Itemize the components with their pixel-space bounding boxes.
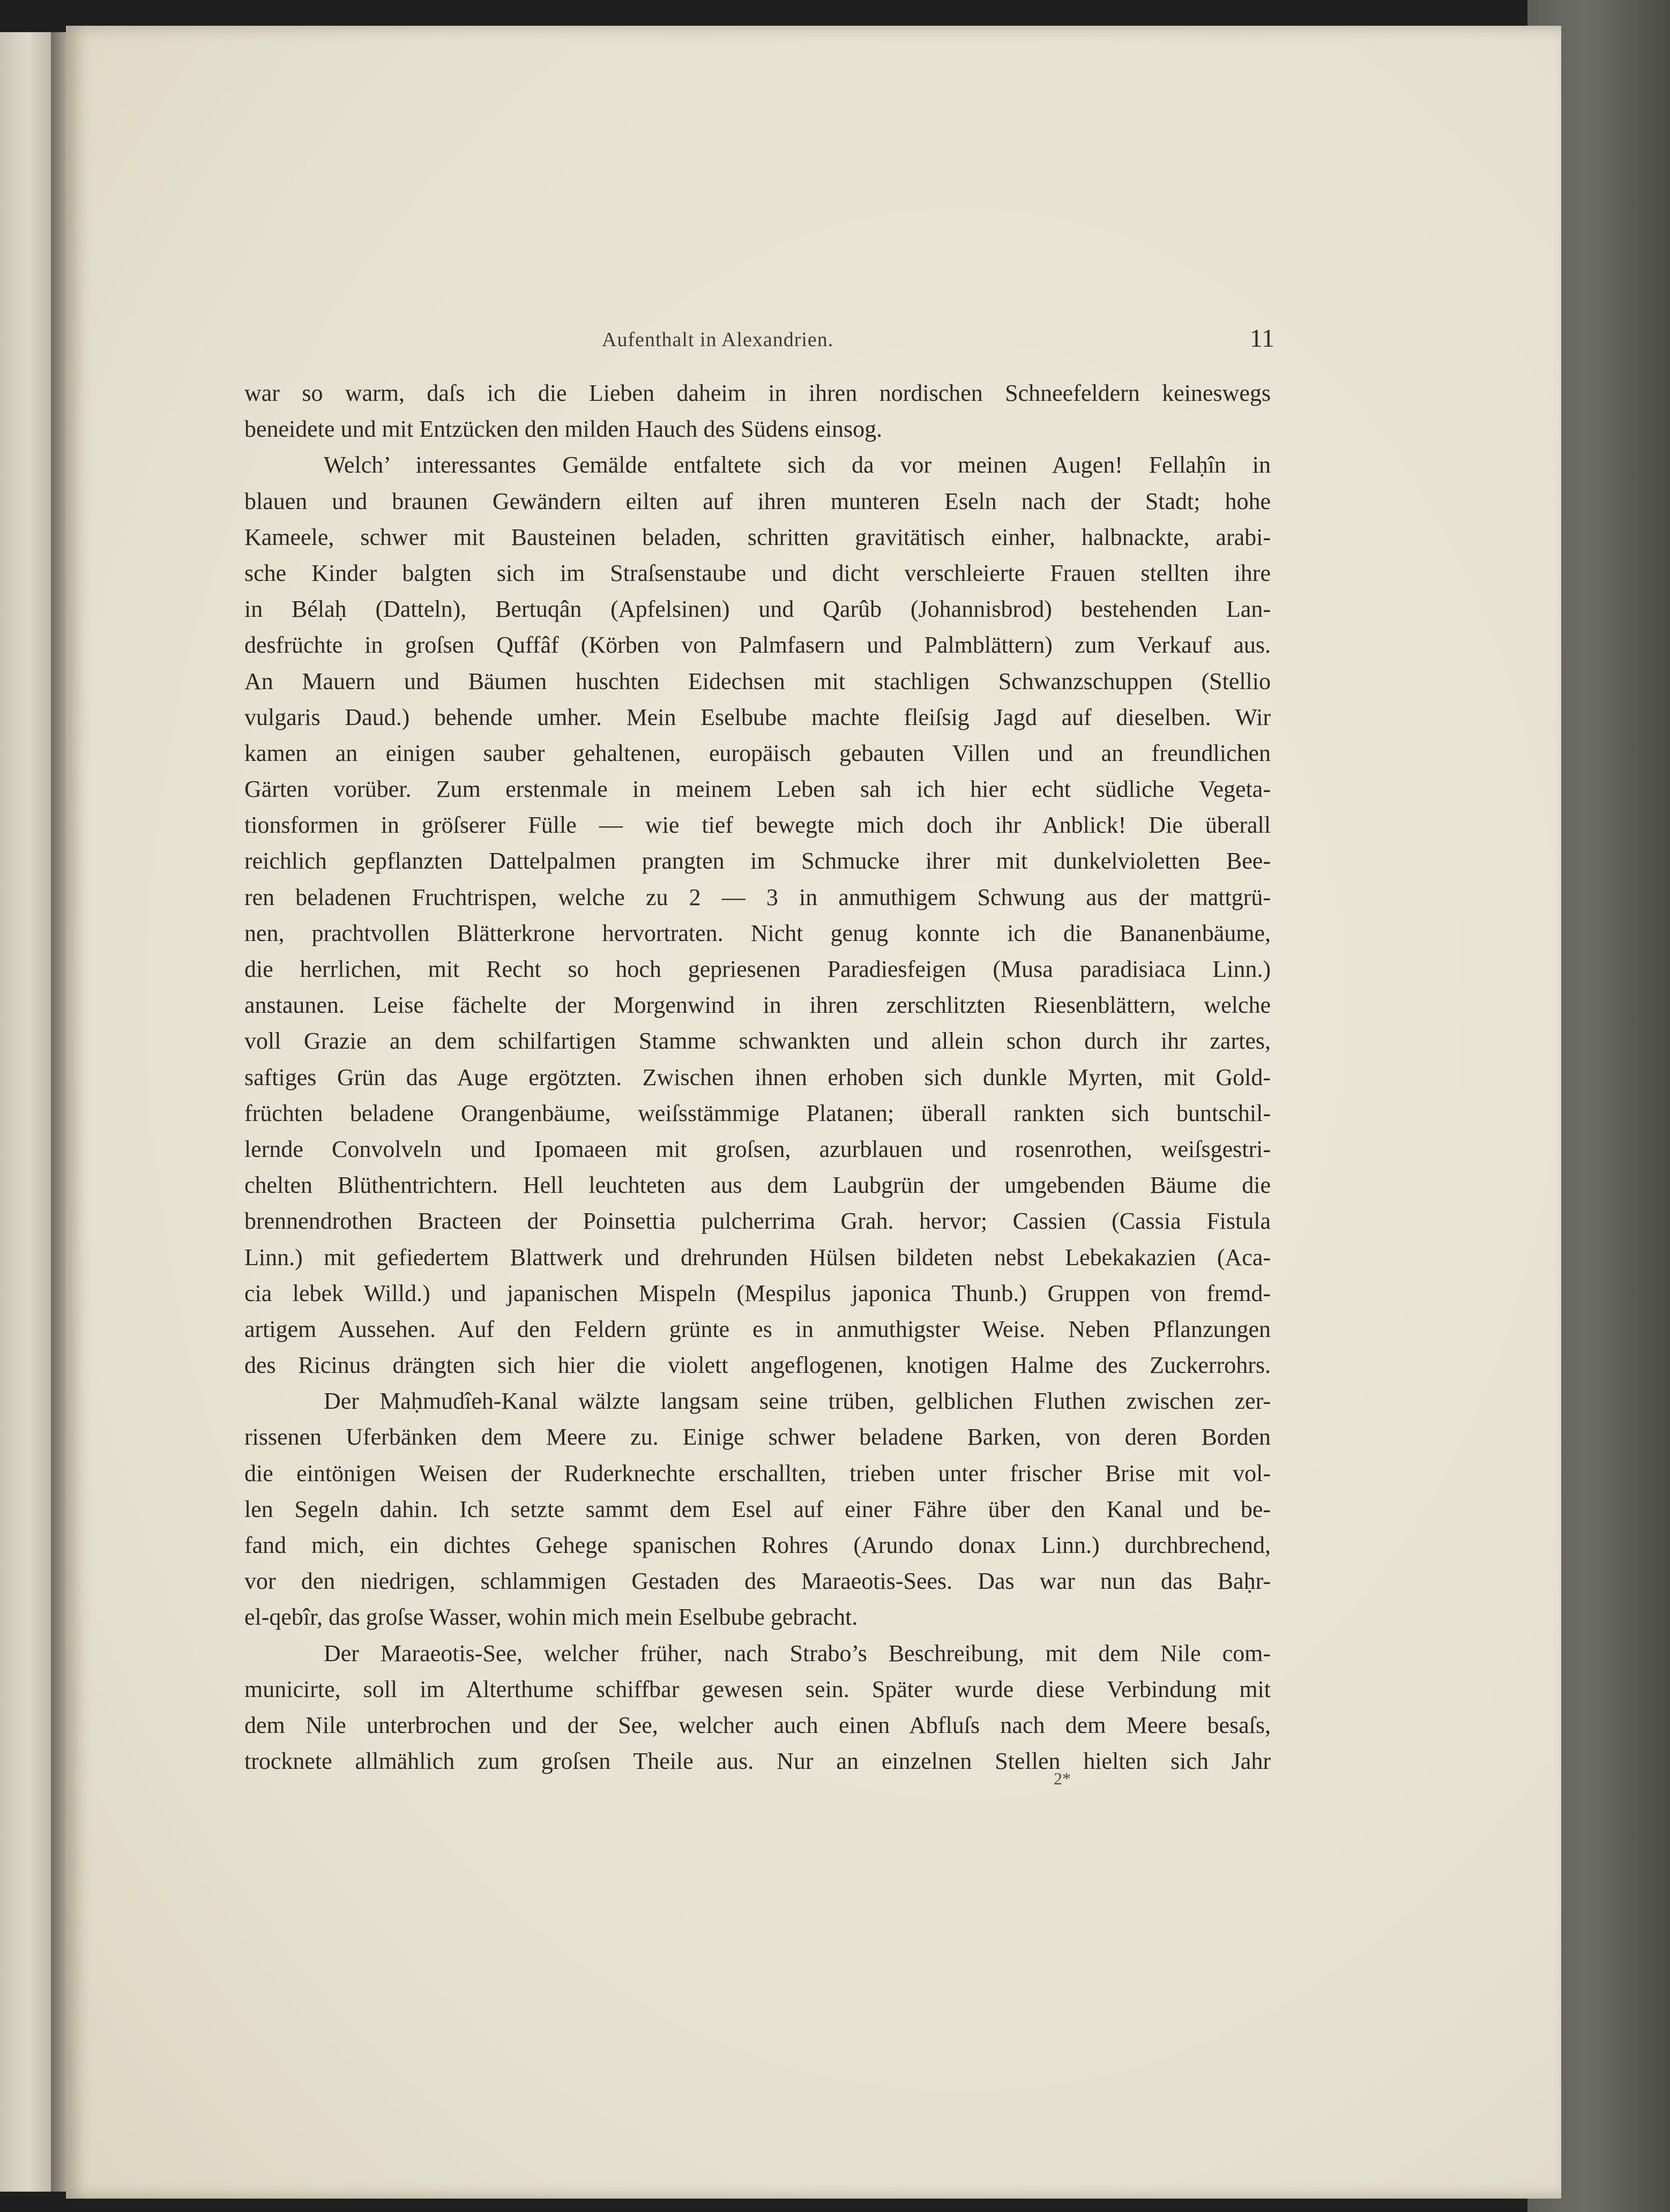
text-line: war so warm, daſs ich die Lieben daheim in ihren nordischen Schneefeldern keineswegs [244, 380, 1271, 406]
text-line: desfrüchte in groſsen Quffâf (Körben von Palmfasern und Palmblättern) zum Verkauf aus. [244, 632, 1271, 659]
text-line: nen, prachtvollen Blätterkrone hervortraten. Nicht genug konnte ich die Bananenbäume, [244, 920, 1271, 946]
text-line: vulgaris Daud.) behende umher. Mein Eselbube machte fleiſsig Jagd auf dieselben. Wir [244, 704, 1271, 730]
text-line: beneidete und mit Entzücken den milden Hauch des Südens einsog. [244, 416, 883, 443]
text-line: Welch’ interessantes Gemälde entfaltete sich da vor meinen Augen! Fellaḥîn in [324, 452, 1271, 479]
text-line: municirte, soll im Alterthume schiffbar gewesen sein. Später wurde diese Verbindung mit [244, 1676, 1271, 1702]
text-line: in Bélaḥ (Datteln), Bertuqân (Apfelsinen) und Qarûb (Johannisbrod) bestehenden Lan- [244, 596, 1271, 623]
text-line: len Segeln dahin. Ich setzte sammt dem Esel auf einer Fähre über den Kanal und be- [244, 1496, 1271, 1522]
text-line: cia lebek Willd.) und japanischen Mispeln (Mespilus japonica Thunb.) Gruppen von fremd- [244, 1280, 1271, 1306]
text-line: chelten Blüthentrichtern. Hell leuchteten aus dem Laubgrün der umgebenden Bäume die [244, 1172, 1271, 1199]
text-line: des Ricinus drängten sich hier die violett angeflogenen, knotigen Halme des Zuckerrohrs. [244, 1352, 1271, 1379]
text-line: anstaunen. Leise fächelte der Morgenwind in ihren zerschlitzten Riesenblättern, welche [244, 992, 1271, 1019]
text-line: vor den niedrigen, schlammigen Gestaden des Maraeotis-Sees. Das war nun das Baḥr- [244, 1568, 1271, 1595]
text-line: An Mauern und Bäumen huschten Eidechsen mit stachligen Schwanzschuppen (Stellio [244, 668, 1271, 694]
page-number: 11 [1249, 324, 1274, 353]
text-line: dem Nile unterbrochen und der See, welcher auch einen Abfluſs nach dem Meere besaſs, [244, 1712, 1271, 1738]
running-head: Aufenthalt in Alexandrien. [602, 328, 834, 351]
text-line: kamen an einigen sauber gehaltenen, europäisch gebauten Villen und an freundlichen [244, 739, 1271, 766]
book-gutter [51, 32, 66, 2192]
text-line: voll Grazie an dem schilfartigen Stamme schwankten und allein schon durch ihr zartes, [244, 1028, 1271, 1055]
text-line: blauen und braunen Gewändern eilten auf ihren munteren Eseln nach der Stadt; hohe [244, 488, 1271, 514]
text-line: die eintönigen Weisen der Ruderknechte erschallten, trieben unter frischer Brise mit vol- [244, 1460, 1271, 1486]
text-line: Der Maraeotis-See, welcher früher, nach Strabo’s Beschreibung, mit dem Nile com- [324, 1640, 1271, 1667]
text-line: fand mich, ein dichtes Gehege spanischen Rohres (Arundo donax Linn.) durchbrechend, [244, 1532, 1271, 1558]
text-line: rissenen Uferbänken dem Meere zu. Einige schwer beladene Barken, von deren Borden [244, 1424, 1271, 1451]
text-line: saftiges Grün das Auge ergötzten. Zwischen ihnen erhoben sich dunkle Myrten, mit Gold- [244, 1064, 1271, 1090]
text-line: Kameele, schwer mit Bausteinen beladen, schritten gravitätisch einher, halbnackte, arabi- [244, 524, 1271, 550]
text-line: trocknete allmählich zum groſsen Theile aus. Nur an einzelnen Stellen hielten sich Jahr [244, 1748, 1271, 1775]
text-line: reichlich gepflanzten Dattelpalmen prangten im Schmucke ihrer mit dunkelvioletten Bee- [244, 848, 1271, 875]
text-line: ren beladenen Fruchtrispen, welche zu 2 — 3 in anmuthigem Schwung aus der mattgrü- [244, 884, 1271, 910]
text-line: Linn.) mit gefiedertem Blattwerk und drehrunden Hülsen bildeten nebst Lebekakazien (Aca- [244, 1244, 1271, 1271]
text-line: tionsformen in gröſserer Fülle — wie tief bewegte mich doch ihr Anblick! Die überall [244, 812, 1271, 839]
text-line: Der Maḥmudîeh-Kanal wälzte langsam seine trüben, gelblichen Fluthen zwischen zer- [324, 1388, 1271, 1415]
text-line: die herrlichen, mit Recht so hoch gepriesenen Paradiesfeigen (Musa paradisiaca Linn.) [244, 956, 1271, 982]
signature-mark: 2* [1054, 1769, 1071, 1788]
body-text [244, 375, 1271, 1779]
text-line: el-qebîr, das groſse Wasser, wohin mich mein Eselbube gebracht. [244, 1604, 858, 1631]
text-line: sche Kinder balgten sich im Straſsenstaube und dicht verschleierte Frauen stellten ihre [244, 559, 1271, 586]
text-line: Gärten vorüber. Zum erstenmale in meinem Leben sah ich hier echt südliche Vegeta- [244, 776, 1271, 803]
facing-page-edge [0, 32, 51, 2192]
text-line: brennendrothen Bracteen der Poinsettia pulcherrima Grah. hervor; Cassien (Cassia Fistula [244, 1208, 1271, 1235]
text-line: lernde Convolveln und Ipomaeen mit groſsen, azurblauen und rosenrothen, weiſsgestri- [244, 1135, 1271, 1162]
text-line: artigem Aussehen. Auf den Feldern grünte es in anmuthigster Weise. Neben Pflanzungen [244, 1316, 1271, 1342]
text-line: früchten beladene Orangenbäume, weiſsstämmige Platanen; überall rankten sich buntschil- [244, 1100, 1271, 1126]
